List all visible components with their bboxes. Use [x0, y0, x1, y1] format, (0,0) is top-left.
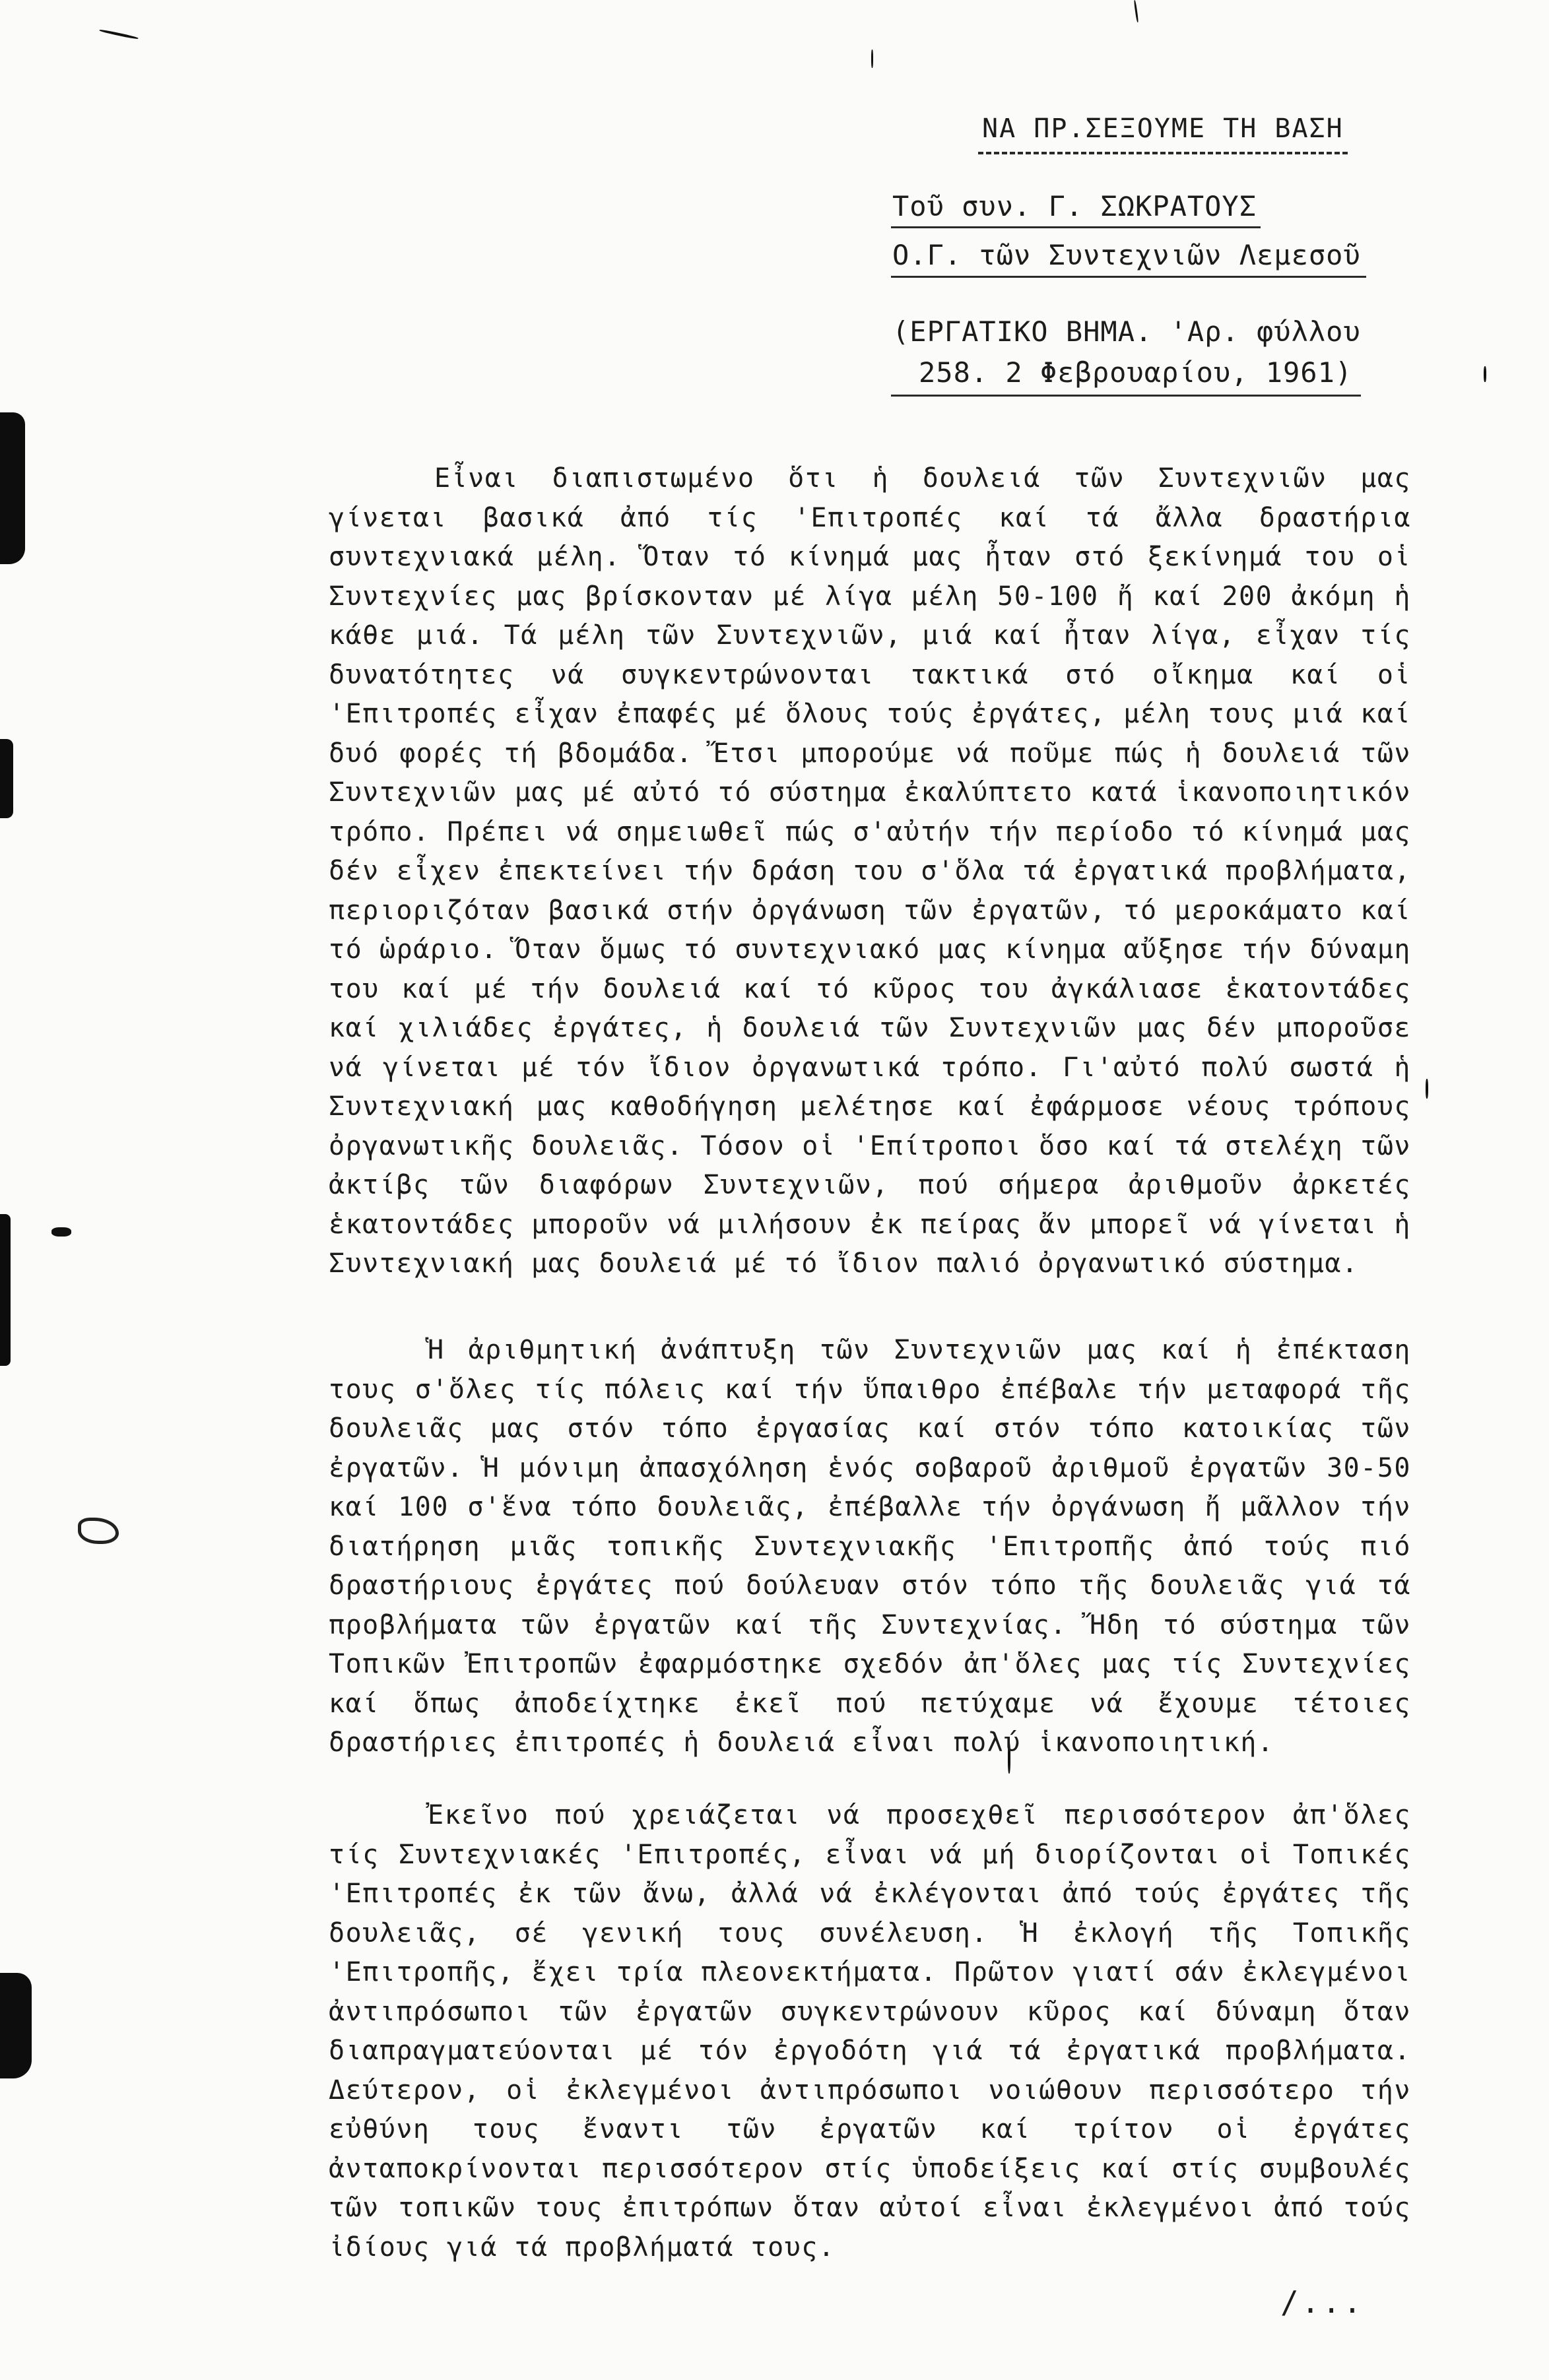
scan-edge-mark	[0, 739, 13, 818]
paragraph-3: Ἐκεῖνο πού χρειάζεται νά προσεχθεῖ περισσότερον ἀπ'ὅλες τίς Συντεχνιακές 'Επιτροπές, εἶναι νά μή διορίζονται οἱ Τοπικές 'Επιτροπές ἐκ τῶν ἄνω, ἀλλά νά ἐκλέγονται ἀπό τούς ἐργάτες τῆς δουλειᾶς, σέ γενική τους συνέλευση. Ἡ ἐκλογή τῆς Τοπικῆς 'Επιτροπῆς, ἔχει τρία πλεονεκτήματα. Πρῶτον γιατί σάν ἐκλεγμένοι ἀντιπρόσωποι τῶν ἐργατῶν συγκεντρώνουν κῦρος καί δύναμη ὅταν διαπραγματεύονται μέ τόν ἐργοδότη γιά τά ἐργατικά προβλήματα. Δεύτερον, οἱ ἐκλεγμένοι ἀντιπρόσωποι νοιώθουν περισσότερο τήν εὐθύνη τους ἔναντι τῶν ἐργατῶν καί τρίτον οἱ ἐργάτες ἀνταποκρίνονται περισσότερον στίς ὑποδείξεις καί στίς συμβουλές τῶν τοπικῶν τους ἐπιτρόπων ὅταν αὐτοί εἶναι ἐκλεγμένοι ἀπό τούς ἰδίους γιά τά προβλήματά τους.	[329, 1800, 1411, 2263]
author-role-line: Ο.Γ. τῶν Συντεχνιῶν Λεμεσοῦ	[892, 239, 1361, 271]
author-line: Τοῦ συν. Γ. ΣΩΚΡΑΤΟΥΣ	[892, 190, 1257, 222]
author-role-underline	[891, 276, 1366, 278]
author-underline	[891, 226, 1261, 228]
scan-speck	[1134, 0, 1139, 22]
paragraph-2: Ἡ ἀριθμητική ἀνάπτυξη τῶν Συντεχνιῶν μας καί ἡ ἐπέκταση τους σ'ὅλες τίς πόλεις καί τήν ὕπαιθρο ἐπέβαλε τήν μεταφορά τῆς δουλειᾶς μας στόν τόπο ἐργασίας καί στόν τόπο κατοικίας τῶν ἐργατῶν. Ἡ μόνιμη ἀπασχόληση ἑνός σοβαροῦ ἀριθμοῦ ἐργατῶν 30-50 καί 100 σ'ἕνα τόπο δουλειᾶς, ἐπέβαλλε τήν ὀργάνωση ἤ μᾶλλον τήν διατήρηση μιᾶς τοπικῆς Συντεχνιακῆς 'Επιτροπῆς ἀπό τούς πιό δραστήριους ἐργάτες πού δούλευαν στόν τόπο τῆς δουλειᾶς γιά τά προβλήματα τῶν ἐργατῶν καί τῆς Συντεχνίας. Ἤδη τό σύστημα τῶν Τοπικῶν Ἐπιτροπῶν ἐφαρμόστηκε σχεδόν ἀπ'ὅλες μας τίς Συντεχνίες καί ὅπως ἀποδείχτηκε ἐκεῖ πού πετύχαμε νά ἔχουμε τέτοιες δραστήριες ἐπιτροπές ἡ δουλειά εἶναι πολύ ἱκανοποιητική.	[329, 1335, 1411, 1758]
source-citation-line-1: (ΕΡΓΑΤΙΚΟ ΒΗΜΑ. 'Αρ. φύλλου	[892, 315, 1361, 348]
scan-speck	[1426, 1079, 1428, 1099]
title-underline	[978, 152, 1348, 154]
source-underline	[891, 395, 1361, 397]
scan-speck	[51, 1227, 71, 1237]
scan-edge-mark	[0, 412, 25, 564]
continuation-mark: /...	[1280, 2284, 1364, 2320]
paragraph-1: Εἶναι διαπιστωμένο ὅτι ἡ δουλειά τῶν Συντεχνιῶν μας γίνεται βασικά ἀπό τίς 'Επιτροπές καί τά ἄλλα δραστήρια συντεχνιακά μέλη. Ὅταν τό κίνημά μας ἦταν στό ξεκίνημά του οἱ Συντεχνίες μας βρίσκονταν μέ λίγα μέλη 50-100 ἤ καί 200 ἀκόμη ἡ κάθε μιά. Τά μέλη τῶν Συντεχνιῶν, μιά καί ἦταν λίγα, εἶχαν τίς δυνατότητες νά συγκεντρώνονται τακτικά στό οἴκημα καί οἱ 'Επιτροπές εἶχαν ἐπαφές μέ ὅλους τούς ἐργάτες, μέλη τους μιά καί δυό φορές τή βδομάδα. Ἔτσι μπορούμε νά ποῦμε πώς ἡ δουλειά τῶν Συντεχνιῶν μας μέ αὐτό τό σύστημα ἐκαλύπτετο κατά ἱκανοποιητικόν τρόπο. Πρέπει νά σημειωθεῖ πώς σ'αὐτήν τήν περίοδο τό κίνημά μας δέν εἶχεν ἐπεκτείνει τήν δράση του σ'ὅλα τά ἐργατικά προβλήματα, περιοριζόταν βασικά στήν ὀργάνωση τῶν ἐργατῶν, τό μεροκάματο καί τό ὡράριο. Ὅταν ὅμως τό συντεχνιακό μας κίνημα αὔξησε τήν δύναμη του καί μέ τήν δουλειά καί τό κῦρος του ἀγκάλιασε ἑκατοντάδες καί χιλιάδες ἐργάτες, ἡ δουλειά τῶν Συντεχνιῶν μας δέν μποροῦσε νά γίνεται μέ τόν ἴδιον ὀργανωτικά τρόπο. Γι'αὐτό πολύ σωστά ἡ Συντεχνιακή μας καθοδήγηση μελέτησε καί ἐφάρμοσε νέους τρόπους ὀργανωτικῆς δουλειᾶς. Τόσον οἱ 'Επίτροποι ὅσο καί τά στελέχη τῶν ἀκτίβς τῶν διαφόρων Συντεχνιῶν, πού σήμερα ἀριθμοῦν ἀρκετές ἑκατοντάδες μποροῦν νά μιλήσουν ἐκ πείρας ἄν μπορεῖ νά γίνεται ἡ Συντεχνιακή μας δουλειά μέ τό ἴδιον παλιό ὀργανωτικό σύστημα.	[329, 463, 1411, 1279]
article-title: ΝΑ ΠΡ.ΣΕΞΟΥΜΕ ΤΗ ΒΑΣΗ	[982, 113, 1344, 144]
scan-edge-mark	[0, 1214, 11, 1366]
source-citation-line-2: 258. 2 Φεβρουαρίου, 1961)	[919, 356, 1353, 389]
scan-speck	[871, 49, 873, 68]
scan-speck	[78, 1518, 119, 1544]
scan-speck	[1484, 366, 1486, 382]
scan-edge-mark	[0, 1973, 32, 2078]
scan-speck	[99, 29, 139, 40]
